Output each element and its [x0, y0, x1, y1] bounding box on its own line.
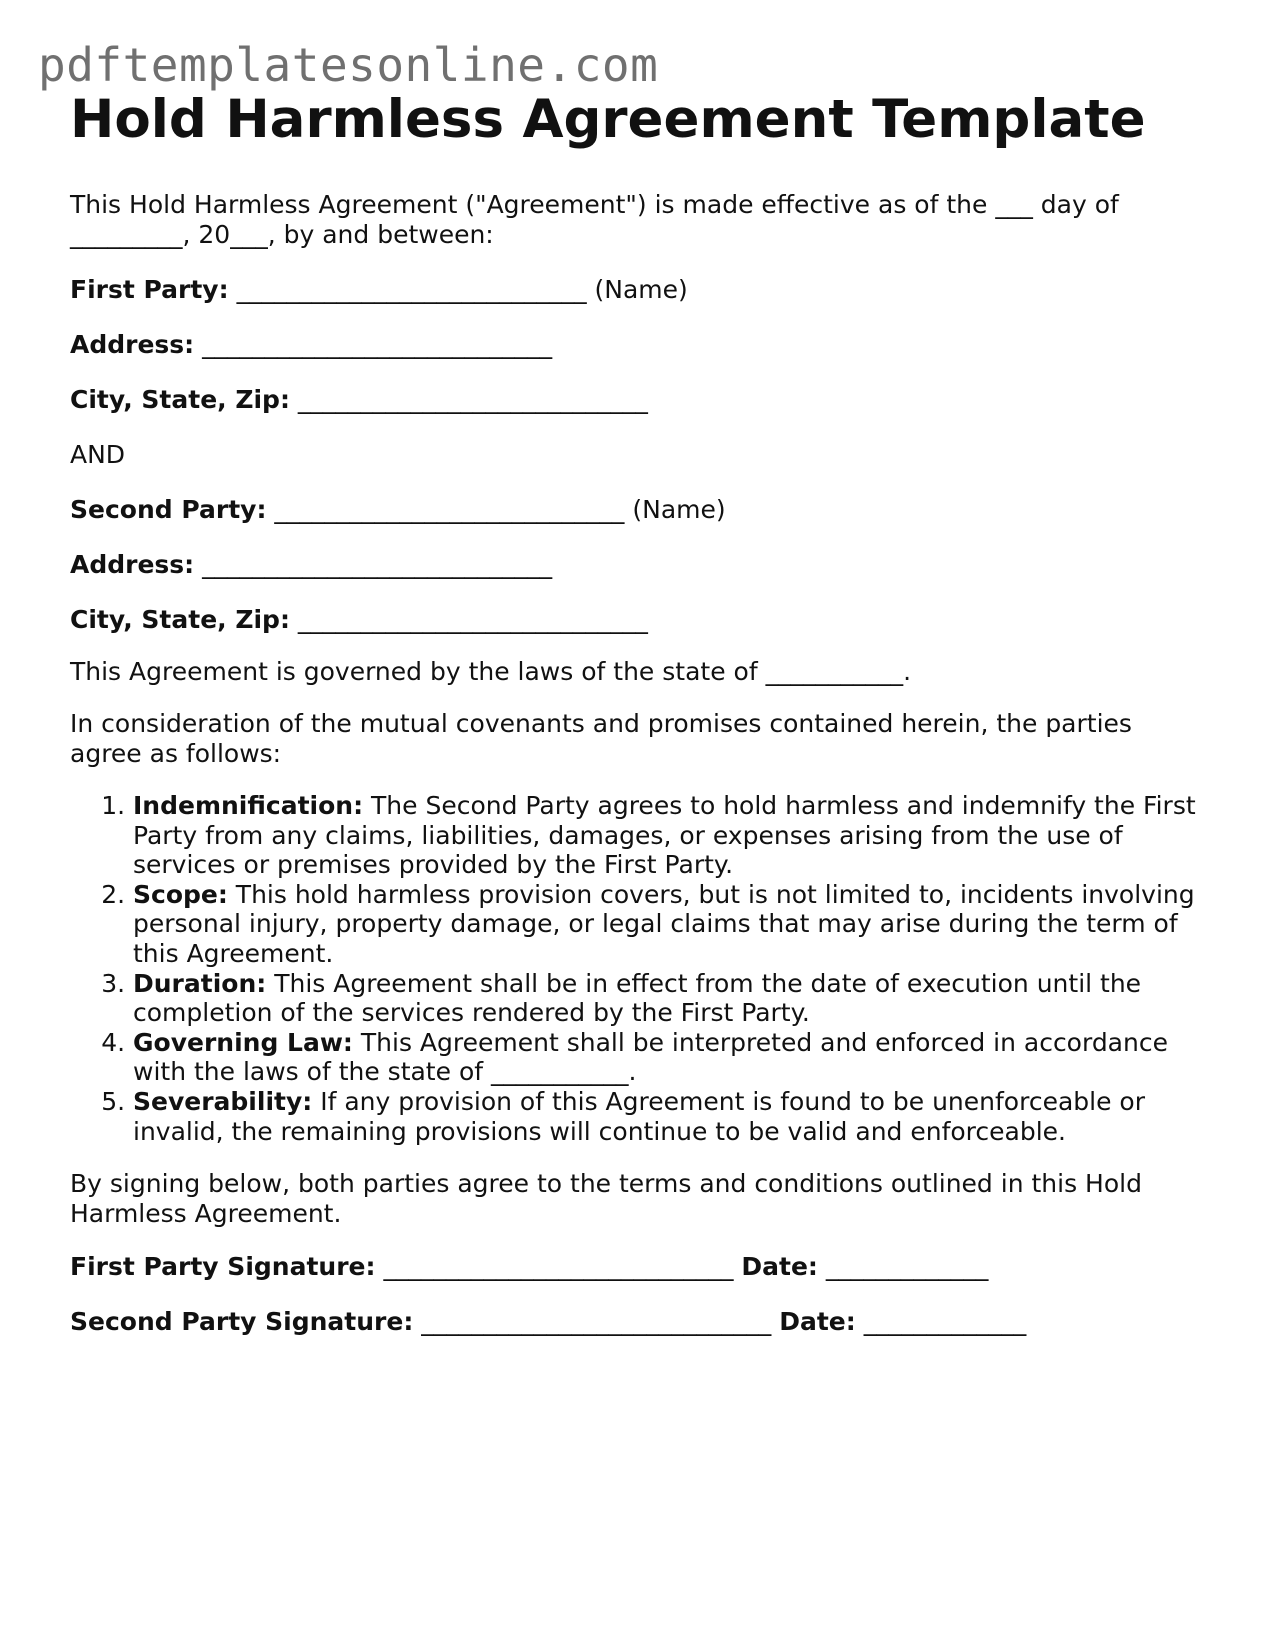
clause-heading: Indemnification: [133, 791, 364, 820]
first-party-signature-field[interactable]: ____________________________ [383, 1252, 734, 1282]
first-party-signature-row [70, 1252, 1210, 1282]
clause-text: This Agreement shall be interpreted and enforced in accordance with the laws of the state of [133, 1027, 1168, 1087]
second-party-name-label: Second Party: [70, 495, 267, 524]
first-party-date-label: Date: [741, 1252, 818, 1282]
first-party-name-suffix: (Name) [594, 275, 688, 304]
intro-paragraph [70, 190, 1210, 250]
governing-state-paragraph [70, 657, 1210, 687]
document-title: Hold Harmless Agreement Template [70, 89, 1146, 150]
clause-text: This Agreement shall be in effect from the date of execution until the completion of the services rendered by the First Party. [133, 968, 1142, 1028]
clause-end: . [628, 1057, 637, 1087]
first-party-address-label: Address: [70, 330, 195, 359]
clause-text: If any provision of this Agreement is found to be unenforceable or invalid, the remaining provisions will continue to be valid and enforceable. [133, 1086, 1145, 1146]
second-party-address-label: Address: [70, 550, 195, 579]
clause-item [133, 969, 1210, 1028]
clause-item [133, 1087, 1210, 1146]
second-party-name-suffix: (Name) [632, 495, 726, 524]
first-party-name-label: First Party: [70, 275, 229, 304]
intro-text-1: This Hold Harmless Agreement ("Agreement") is made effective as of the [70, 190, 996, 219]
first-party-name-row [70, 275, 1210, 305]
governing-state-field[interactable]: ___________ [765, 657, 904, 686]
first-party-name-field[interactable]: ____________________________ [236, 275, 587, 304]
intro-text-4: , by and between: [267, 220, 494, 249]
second-party-city-label: City, State, Zip: [70, 605, 290, 634]
document-page [70, 88, 1210, 1337]
effective-day-blank[interactable]: ___ [995, 190, 1033, 219]
first-party-city-row [70, 385, 1210, 415]
second-party-address-field[interactable]: ____________________________ [202, 550, 553, 579]
clause-item [133, 880, 1210, 969]
second-party-address-row [70, 550, 1210, 580]
second-party-signature-label: Second Party Signature: [70, 1307, 414, 1337]
and-separator: AND [70, 440, 126, 469]
first-party-address-field[interactable]: ____________________________ [202, 330, 553, 359]
first-party-date-field[interactable]: _____________ [825, 1252, 989, 1282]
first-party-city-field[interactable]: ____________________________ [297, 385, 648, 414]
closing-paragraph: By signing below, both parties agree to the terms and conditions outlined in this Hold Harmless Agreement. [70, 1169, 1142, 1229]
clause-item [133, 1028, 1210, 1087]
first-party-signature-label: First Party Signature: [70, 1252, 376, 1282]
second-party-city-field[interactable]: ____________________________ [297, 605, 648, 634]
second-party-city-row [70, 605, 1210, 635]
governing-state-text: This Agreement is governed by the laws of the state of [70, 657, 766, 686]
second-party-signature-row [70, 1307, 1210, 1337]
intro-text-2: day of [1032, 190, 1119, 219]
governing-law-state-field[interactable]: ___________ [490, 1057, 629, 1087]
clauses-list [70, 791, 1210, 1146]
consideration-paragraph: In consideration of the mutual covenants and promises contained herein, the parties agree as follows: [70, 709, 1132, 768]
clause-text: The Second Party agrees to hold harmless and indemnify the First Party from any claims, liabilities, damages, or expenses arising from the use of services or premises provided by the First Party. [133, 791, 1196, 880]
clause-heading: Scope: [133, 879, 228, 909]
clause-text: This hold harmless provision covers, but is not limited to, incidents involving personal injury, property damage, or legal claims that may arise during the term of this Agreement. [133, 879, 1195, 968]
governing-state-end: . [903, 657, 912, 686]
first-party-city-label: City, State, Zip: [70, 385, 290, 414]
second-party-name-row [70, 495, 1210, 525]
clause-heading: Duration: [133, 968, 267, 998]
clause-item [133, 791, 1210, 880]
effective-year-blank[interactable]: ___ [230, 220, 268, 249]
intro-text-3: , 20 [182, 220, 231, 249]
watermark: pdftemplatesonline.com [38, 38, 659, 92]
clause-heading: Severability: [133, 1086, 313, 1116]
first-party-address-row [70, 330, 1210, 360]
second-party-date-label: Date: [779, 1307, 856, 1337]
effective-month-blank[interactable]: _________ [70, 220, 183, 249]
second-party-signature-field[interactable]: ____________________________ [421, 1307, 772, 1337]
second-party-name-field[interactable]: ____________________________ [274, 495, 625, 524]
clause-heading: Governing Law: [133, 1027, 353, 1057]
second-party-date-field[interactable]: _____________ [863, 1307, 1027, 1337]
